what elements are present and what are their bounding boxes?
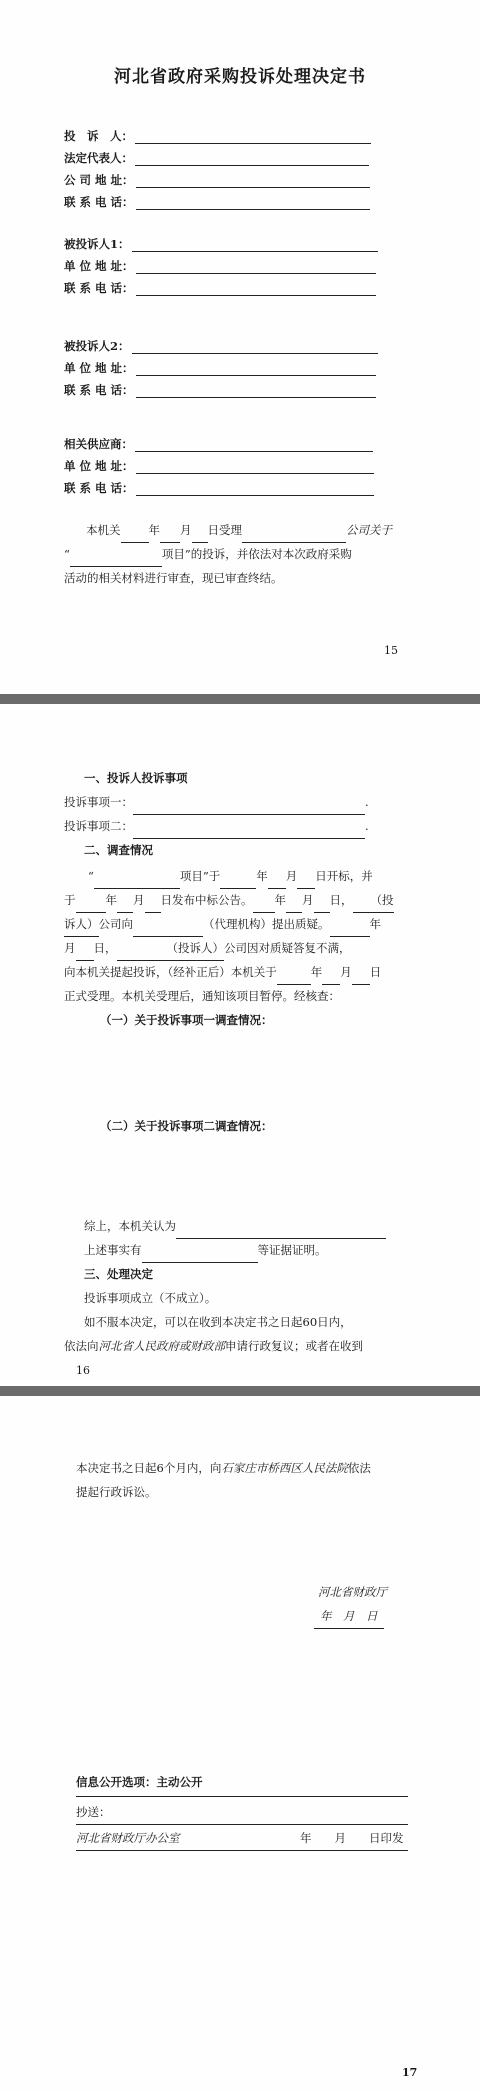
complaint-item-2: 投诉事项二： .	[64, 814, 369, 839]
field-label: 单 位 地 址：	[64, 259, 134, 273]
blank	[277, 960, 311, 985]
text: 年	[148, 523, 160, 537]
fill-line	[132, 240, 378, 252]
text: 月	[302, 893, 314, 907]
blank	[117, 936, 167, 961]
blank	[353, 888, 371, 913]
signature-org: 河北省财政厅	[318, 1585, 387, 1599]
blank	[286, 888, 302, 913]
text: 综上，本机关认为	[84, 1219, 176, 1233]
company-address-field	[64, 172, 370, 188]
blank	[268, 864, 286, 889]
fill-line	[135, 440, 373, 452]
blank	[133, 912, 203, 937]
text: 日，	[329, 893, 353, 907]
text: （投诉人）	[167, 936, 225, 961]
complaint-item-1: 投诉事项一： .	[64, 790, 369, 815]
blank	[76, 888, 106, 913]
field-label: 联 系 电 话：	[64, 383, 134, 397]
text: 上述事实有	[84, 1243, 142, 1257]
section-investigation: 二、调查情况	[84, 843, 153, 857]
text: 公司向	[98, 917, 133, 931]
complainant-field	[64, 128, 371, 144]
decision-line-1: 投诉事项成立（不成立）。	[84, 1291, 217, 1305]
decision-line-2: 如不服本决定，可以在收到本决定书之日起60日内，	[84, 1315, 352, 1329]
decision-line-3	[64, 1334, 363, 1358]
subsection-item-2: （二）关于投诉事项二调查情况：	[100, 1119, 273, 1133]
blank	[133, 814, 365, 839]
blank	[142, 1238, 258, 1263]
document-page-2	[0, 704, 480, 1386]
field-label: 联 系 电 话：	[64, 195, 134, 209]
respondent1-phone-field	[64, 280, 376, 296]
text: 日开标，并	[315, 869, 373, 883]
fill-line	[136, 386, 376, 398]
field-label: 投 诉 人：	[64, 129, 133, 143]
blank	[330, 912, 370, 937]
respondent1-field	[64, 236, 378, 252]
divider	[76, 1850, 408, 1851]
divider	[76, 1824, 408, 1825]
text: （投	[371, 888, 394, 913]
field-label: 被投诉人2：	[64, 339, 130, 353]
blank	[297, 864, 315, 889]
section-decision: 三、处理决定	[84, 1267, 153, 1281]
text: 日	[369, 965, 382, 979]
page-number: 15	[384, 644, 398, 657]
field-label: 相关供应商：	[64, 437, 133, 451]
subsection-item-1: （一）关于投诉事项一调查情况：	[100, 1013, 273, 1027]
fill-line	[136, 364, 376, 376]
respondent1-address-field	[64, 258, 376, 274]
text: 年	[256, 869, 268, 883]
text: 投诉事项二：	[64, 819, 133, 833]
conclusion-line-1	[84, 1214, 386, 1239]
cc-label: 抄送：	[76, 1805, 111, 1819]
page-separator	[0, 694, 480, 704]
blank	[192, 518, 208, 543]
text: 等证据证明。	[257, 1243, 327, 1257]
text: 日，	[93, 941, 117, 955]
issuing-office: 河北省财政厅办公室	[76, 1831, 180, 1845]
text: 石家庄市桥西区人民法院	[221, 1461, 348, 1475]
supplier-field	[64, 436, 373, 452]
text: 年	[105, 893, 117, 907]
field-label: 单 位 地 址：	[64, 361, 134, 375]
text: 向本机关提起投诉，（经补正后）本机关于	[64, 965, 277, 979]
fill-line	[135, 154, 369, 166]
blank	[121, 518, 149, 543]
intro-line-3: 活动的相关材料进行审查，现已审查终结。	[64, 571, 283, 585]
text: 月	[64, 941, 76, 955]
text: “	[64, 547, 70, 561]
conclusion-line-2	[84, 1238, 327, 1263]
blank	[314, 888, 330, 913]
text: 月	[285, 869, 298, 883]
intro-line-1	[86, 518, 392, 543]
blank	[352, 960, 370, 985]
investigation-line-6: 正式受理。本机关受理后，通知该项目暂停。经核查：	[64, 989, 340, 1003]
closing-line-2: 提起行政诉讼。	[76, 1485, 157, 1499]
field-label: 联 系 电 话：	[64, 481, 134, 495]
investigation-line-4	[64, 936, 351, 961]
field-label: 联 系 电 话：	[64, 281, 134, 295]
text: 公司因对质疑答复不满，	[224, 941, 351, 955]
closing-line-1	[76, 1456, 371, 1480]
fill-line	[136, 484, 374, 496]
text: 本机关	[86, 523, 121, 537]
document-page-3	[0, 1396, 480, 2092]
fill-line	[135, 132, 371, 144]
signature-date	[314, 1604, 384, 1629]
blank	[242, 518, 346, 543]
page-number: 17	[402, 2066, 418, 2079]
fill-line	[136, 176, 370, 188]
fill-line	[136, 284, 376, 296]
section-complaint-items: 一、投诉人投诉事项	[84, 771, 188, 785]
text: 诉人）	[64, 912, 99, 937]
text: 年	[310, 965, 323, 979]
document-title: 河北省政府采购投诉处理决定书	[114, 67, 366, 87]
blank	[322, 960, 340, 985]
blank	[220, 864, 256, 889]
investigation-line-3	[64, 912, 381, 937]
text: 本决定书之日起6个月内，向	[76, 1461, 222, 1475]
fill-line	[136, 262, 376, 274]
fill-line	[132, 342, 378, 354]
legal-rep-field	[64, 150, 369, 166]
text: 项目”于	[179, 869, 221, 883]
print-date: 年 月 日印发	[300, 1831, 404, 1845]
blank	[145, 888, 161, 913]
field-label: 公 司 地 址：	[64, 173, 134, 187]
respondent2-phone-field	[64, 382, 376, 398]
text: 月	[180, 523, 192, 537]
text: 年 月 日	[314, 1604, 384, 1629]
document-page-1	[0, 0, 480, 694]
text: 于	[64, 893, 76, 907]
text: （代理机构）提出质疑。	[203, 917, 330, 931]
investigation-line-1	[88, 864, 373, 889]
text: 日发布中标公告。	[160, 893, 253, 907]
blank	[133, 790, 365, 815]
blank	[176, 1214, 386, 1239]
disclosure-option: 信息公开选项：主动公开	[76, 1775, 203, 1789]
text: 项目”的投诉，并依法对本次政府采购	[161, 547, 352, 561]
supplier-phone-field	[64, 480, 374, 496]
fill-line	[136, 462, 374, 474]
text: 河北省人民政府或财政部	[98, 1339, 225, 1353]
blank	[117, 888, 133, 913]
text: 年	[274, 893, 286, 907]
text: 年	[369, 917, 381, 931]
text: 日受理	[207, 523, 242, 537]
intro-line-2	[64, 542, 352, 567]
investigation-line-5	[64, 960, 381, 985]
text: 月	[133, 893, 145, 907]
text: “	[88, 869, 94, 883]
text: 月	[340, 965, 352, 979]
blank	[70, 542, 162, 567]
text: 依法向	[64, 1339, 99, 1353]
blank	[253, 888, 275, 913]
fill-line	[136, 198, 370, 210]
divider	[76, 1796, 408, 1797]
field-label: 被投诉人1：	[64, 237, 130, 251]
text: 公司关于	[346, 523, 392, 537]
field-label: 法定代表人：	[64, 151, 133, 165]
blank	[94, 864, 180, 889]
blank	[160, 518, 180, 543]
respondent2-address-field	[64, 360, 376, 376]
supplier-address-field	[64, 458, 374, 474]
contact-phone-field	[64, 194, 370, 210]
field-label: 单 位 地 址：	[64, 459, 134, 473]
investigation-line-2	[64, 888, 394, 913]
respondent2-field	[64, 338, 378, 354]
text: 依法	[347, 1461, 371, 1475]
text: 投诉事项一：	[64, 795, 133, 809]
text: 申请行政复议；或者在收到	[225, 1339, 363, 1353]
page-number: 16	[76, 1364, 90, 1377]
blank	[76, 936, 94, 961]
page-separator	[0, 1386, 480, 1396]
